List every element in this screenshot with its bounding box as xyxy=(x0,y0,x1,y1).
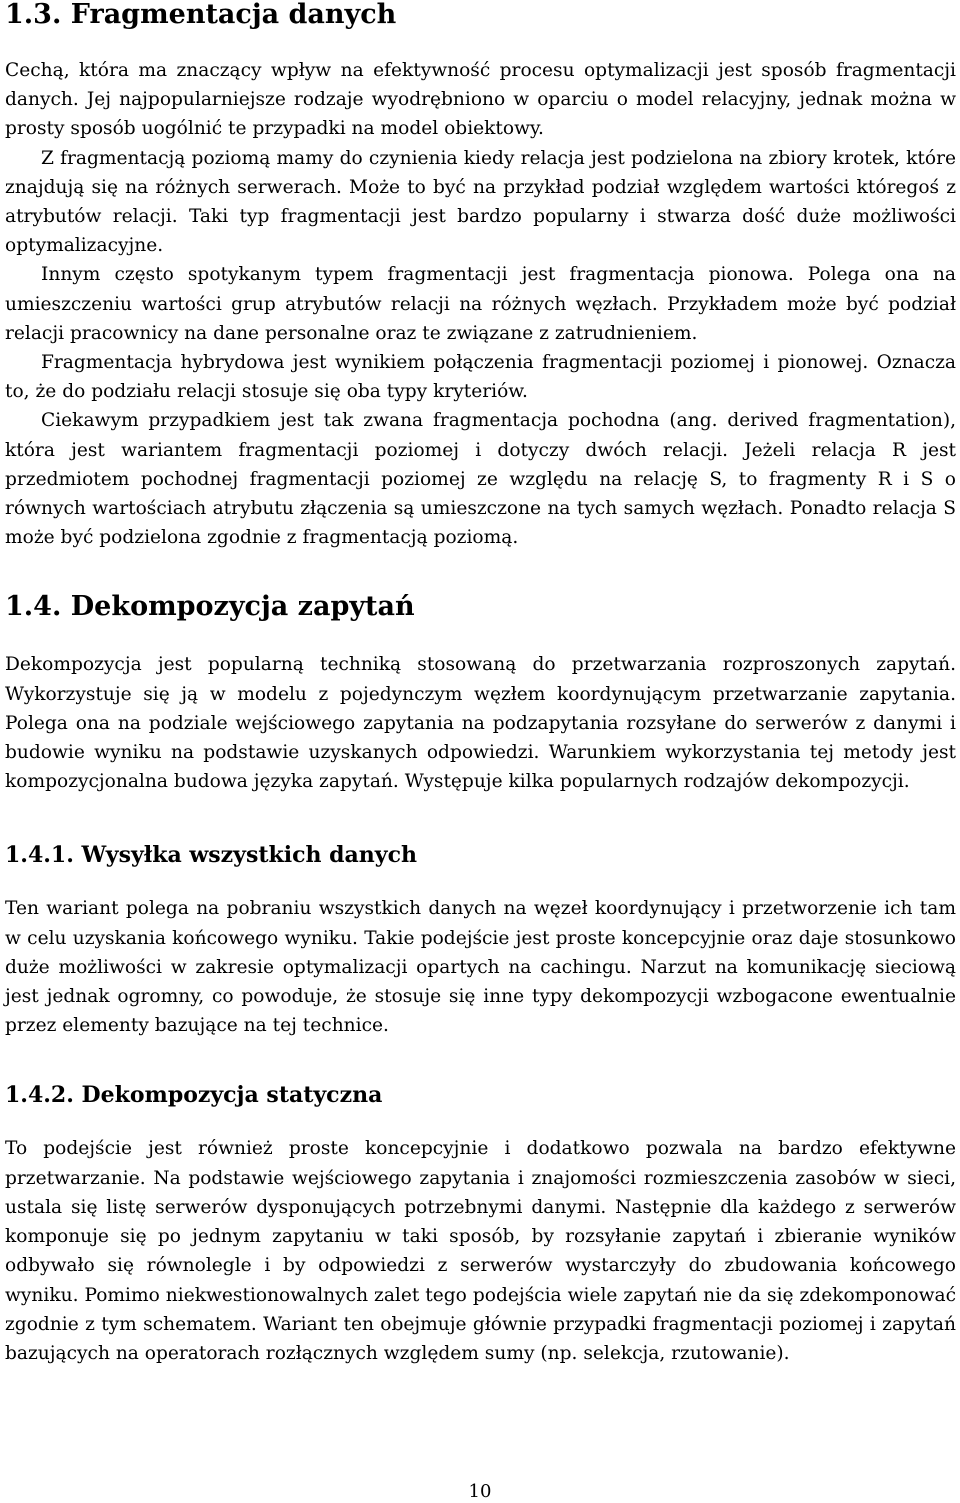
paragraph-1-4-2-1: To podejście jest również proste koncepcyjnie i dodatkowo pozwala na bardzo efektywne przetwarzanie. Na podstawie wejściowego zapytania i znajomości rozmieszczenia zasobów w sieci, ustala się listę serwerów dysponujących potrzebnymi danymi. Następnie dla każdego z serwerów komponuje się po jednym zapytaniu w taki sposób, by rozsyłanie zapytań i zbieranie wyników odbywało się równolegle i by odpowiedzi z serwerów wystarczyły do zbudowania końcowego wyniku. Pomimo niekwestionowalnych zalet tego podejścia wiele zapytań nie da się zdekomponować zgodnie z tym schematem. Wariant ten obejmuje głównie przypadki fragmentacji poziomej i zapytań bazujących na operatorach rozłącznych względem sumy (np. selekcja, rzutowanie). xyxy=(5,1138,956,1364)
paragraph-1-4-1: Dekompozycja jest popularną techniką stosowaną do przetwarzania rozproszonych zapytań. Wykorzystuje się ją w modelu z pojedynczym węzłem koordynującym przetwarzanie zapytania. Polega ona na podziale wejściowego zapytania na podzapytania rozsyłane do serwerów z danymi i budowie wyniku na podstawie uzyskanych odpowiedzi. Warunkiem wykorzystania tej metody jest kompozycjonalna budowa języka zapytań. Występuje kilka popularnych rodzajów dekompozycji. xyxy=(5,654,956,793)
section-title-1-4-1: 1.4.1. Wysyłka wszystkich danych xyxy=(5,842,417,869)
paragraph-1-3-2: Z fragmentacją poziomą mamy do czynienia kiedy relacja jest podzielona na zbiory krotek, które znajdują się na różnych serwerach. Może to być na przykład podział względem wartości któregoś z atrybutów relacji. Taki typ fragmentacji jest bardzo popularny i stwarza dość duże możliwości optymalizacyjne. xyxy=(5,147,956,257)
paragraph-1-4-1-1: Ten wariant polega na pobraniu wszystkich danych na węzeł koordynujący i przetworzenie ich tam w celu uzyskania końcowego wyniku. Takie podejście jest proste koncepcyjnie oraz daje stosunkowo duże możliwości w zakresie optymalizacji opartych na cachingu. Narzut na komunikację sieciową jest jednak ogromny, co powoduje, że stosuje się inne typy dekompozycji wzbogacone ewentualnie przez elementy bazujące na tej technice. xyxy=(5,898,956,1037)
paragraph-1-3-1: Cechą, która ma znaczący wpływ na efektywność procesu optymalizacji jest sposób fragmentacji danych. Jej najpopularniejsze rodzaje wyodrębniono w oparciu o model relacyjny, jednak można w prosty sposób uogólnić te przypadki na model obiektowy. xyxy=(5,60,956,140)
section-title-1-4: 1.4. Dekompozycja zapytań xyxy=(5,591,415,623)
page-number: 10 xyxy=(468,1481,492,1502)
section-title-1-3: 1.3. Fragmentacja danych xyxy=(5,0,397,30)
section-title-1-4-2: 1.4.2. Dekompozycja statyczna xyxy=(5,1082,383,1109)
paragraph-1-3-4: Fragmentacja hybrydowa jest wynikiem połączenia fragmentacji poziomej i pionowej. Oznacza to, że do podziału relacji stosuje się oba typy kryteriów. xyxy=(5,352,956,403)
paragraph-1-3-3: Innym często spotykanym typem fragmentacji jest fragmentacja pionowa. Polega ona na umieszczeniu wartości grup atrybutów relacji na różnych węzłach. Przykładem może być podział relacji pracownicy na dane personalne oraz te związane z zatrudnieniem. xyxy=(5,264,956,344)
paragraph-1-3-5: Ciekawym przypadkiem jest tak zwana fragmentacja pochodna (ang. derived fragmentation), która jest wariantem fragmentacji poziomej i dotyczy dwóch relacji. Jeżeli relacja R jest przedmiotem pochodnej fragmentacji poziomej ze względu na relację S, to fragmenty R i S o równych wartościach atrybutu złączenia są umieszczone na tych samych węzłach. Ponadto relacja S może być podzielona zgodnie z fragmentacją poziomą. xyxy=(5,410,956,549)
